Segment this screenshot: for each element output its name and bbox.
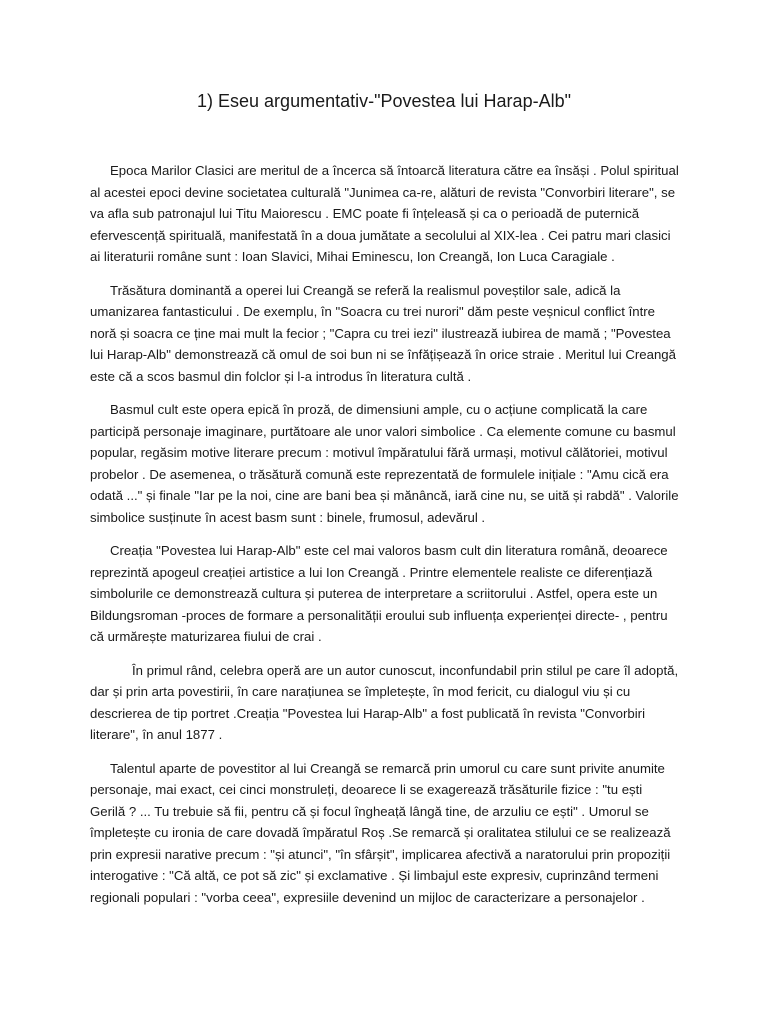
paragraph-first-argument: În primul rând, celebra operă are un autor cunoscut, inconfundabil prin stilul pe care îl adoptă, dar și prin arta povestirii, în care narațiunea se împletește, în mod fericit, cu dialogul viu și cu descrierea de tip portret .Creația "Povestea lui Harap-Alb" a fost publicată în revista "Convorbiri literare", în anul 1877 . <box>90 662 679 742</box>
document-title: 1) Eseu argumentativ-"Povestea lui Harap-Alb" <box>197 91 571 111</box>
document-body <box>90 160 680 920</box>
paragraph-storyteller-talent: Talentul aparte de povestitor al lui Creangă se remarcă prin umorul cu care sunt privite anumite personaje, mai exact, cei cinci monstruleți, deoarece li se exagerează trăsăturile fizice : "tu ești Gerilă ? ... Tu trebuie să fii, pentru că și focul îngheață lângă tine, de arzuliu ce ești" . Umorul se împletește cu ironia de care dovadă împăratul Roș .Se remarcă și oralitatea stilului ce se realizează prin expresii narative precum : "și atunci", "în sfârșit", implicarea afectivă a naratorului prin propoziții interogative : "Că altă, ce pot să zic" și exclamative . Și limbajul este expresiv, cuprinzând termeni regionali populari : "vorba ceea", expresiile devenind un mijloc de caracterizare a personajelor . <box>90 760 671 905</box>
paragraph-harap-alb: Creația "Povestea lui Harap-Alb" este cel mai valoros basm cult din literatura română, deoarece reprezintă apogeul creației artistice a lui Ion Creangă . Printre elementele realiste ce diferențiază simbolurile ce demonstrează cultura și puterea de interpretare a scriitorului . Astfel, opera este un Bildungsroman -proces de formare a personalității eroului sub influența experienței directe- , pentru că urmărește maturizarea fiului de crai . <box>90 543 668 644</box>
paragraph-intro: Epoca Marilor Clasici are meritul de a încerca să întoarcă literatura către ea însăși . Polul spiritual al acestei epoci devine societatea culturală "Junimea ca-re, alături de revista "Convorbiri literare", se va afla sub patronajul lui Titu Maiorescu . EMC poate fi înțeleasă și ca o perioadă de puternică efervescență spirituală, manifestată în a doua jumătate a secolului al XIX-lea . Cei patru mari clasici ai literaturii române sunt : Ioan Slavici, Mihai Eminescu, Ion Creangă, Ion Luca Caragiale . <box>90 163 679 264</box>
paragraph-basm-cult: Basmul cult este opera epică în proză, de dimensiuni ample, cu o acțiune complicată la care participă personaje imaginare, purtătoare ale unor valori simbolice . Ca elemente comune cu basmul popular, regăsim motive literare precum : motivul împăratului fără urmași, motivul călătoriei, motivul probelor . De asemenea, o trăsătură comună este reprezentată de formulele inițiale : "Amu cică era odată ..." și finale "Iar pe la noi, cine are bani bea și mănâncă, iară cine nu, se uită și rabdă" . Valorile simbolice susținute în acest basm sunt : binele, frumosul, adevărul . <box>90 402 679 525</box>
paragraph-dominant-trait: Trăsătura dominantă a operei lui Creangă se referă la realismul poveștilor sale, adică la umanizarea fantasticului . De exemplu, în "Soacra cu trei nurori" dăm peste veșnicul conflict între noră și soacra ce ține mai mult la fecior ; "Capra cu trei iezi" ilustrează iubirea de mamă ; "Povestea lui Harap-Alb" demonstrează că omul de soi bun ni se înfățișează în orice straie . Meritul lui Creangă este că a scos basmul din folclor și l-a introdus în literatura cultă . <box>90 282 676 384</box>
